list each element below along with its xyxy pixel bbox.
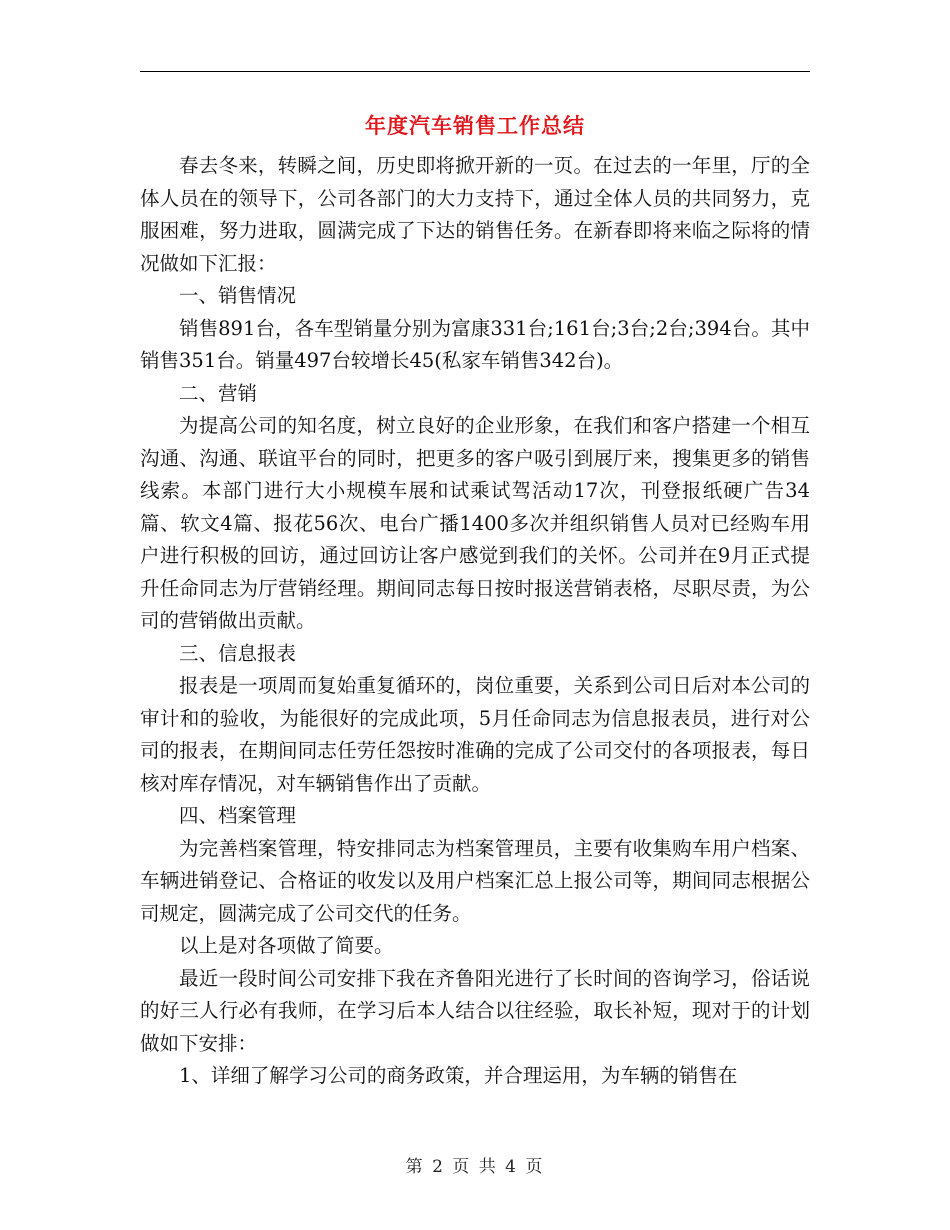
archives-paragraph: 为完善档案管理，特安排同志为档案管理员，主要有收集购车用户档案、车辆进销登记、合格证的收发以及用户档案汇总上报公司等，期间同志根据公司规定，圆满完成了公司交代的任务。	[140, 836, 810, 925]
section-heading-sales: 一、销售情况	[179, 284, 297, 307]
study-paragraph: 最近一段时间公司安排下我在齐鲁阳光进行了长时间的咨询学习，俗话说的好三人行必有我师，在学习后本人结合以往经验，取长补短，现对于的计划做如下安排：	[140, 966, 810, 1055]
summary-line: 以上是对各项做了简要。	[179, 934, 394, 957]
sales-paragraph: 销售891台，各车型销量分别为富康331台;161台;3台;2台;394台。其中销售351台。销量497台较增长45(私家车销售342台)。	[140, 316, 810, 372]
reports-paragraph: 报表是一项周而复始重复循环的，岗位重要，关系到公司日后对本公司的审计和的验收，为能很好的完成此项，5月任命同志为信息报表员，进行对公司的报表，在期间同志任劳任怨按时准确的完成了公司交付的各项报表，每日核对库存情况，对车辆销售作出了贡献。	[140, 674, 810, 795]
plan-item-1: 1、详细了解学习公司的商务政策，并合理运用，为车辆的销售在	[179, 1064, 738, 1087]
page-footer: 第 2 页 共 4 页	[405, 1157, 545, 1177]
section-heading-marketing: 二、营销	[179, 381, 258, 405]
document-body	[140, 150, 810, 1093]
intro-paragraph: 春去冬来，转瞬之间，历史即将掀开新的一页。在过去的一年里，厅的全体人员在的领导下，公司各部门的大力支持下，通过全体人员的共同努力，克服困难，努力进取，圆满完成了下达的销售任务。在新春即将来临之际将的情况做如下汇报：	[140, 154, 810, 275]
marketing-paragraph: 为提高公司的知名度，树立良好的企业形象，在我们和客户搭建一个相互沟通、沟通、联谊平台的同时，把更多的客户吸引到展厅来，搜集更多的销售线索。本部门进行大小规模车展和试乘试驾活动17次，刊登报纸硬广告34篇、软文4篇、报花56次、电台广播1400多次并组织销售人员对已经购车用户进行积极的回访，通过回访让客户感觉到我们的关怀。公司并在9月正式提升任命同志为厅营销经理。期间同志每日按时报送营销表格，尽职尽责，为公司的营销做出贡献。	[140, 414, 810, 632]
section-heading-archives: 四、档案管理	[179, 804, 297, 827]
header-rule	[140, 71, 810, 72]
section-heading-reports: 三、信息报表	[179, 641, 297, 665]
document-title: 年度汽车销售工作总结	[365, 113, 585, 138]
